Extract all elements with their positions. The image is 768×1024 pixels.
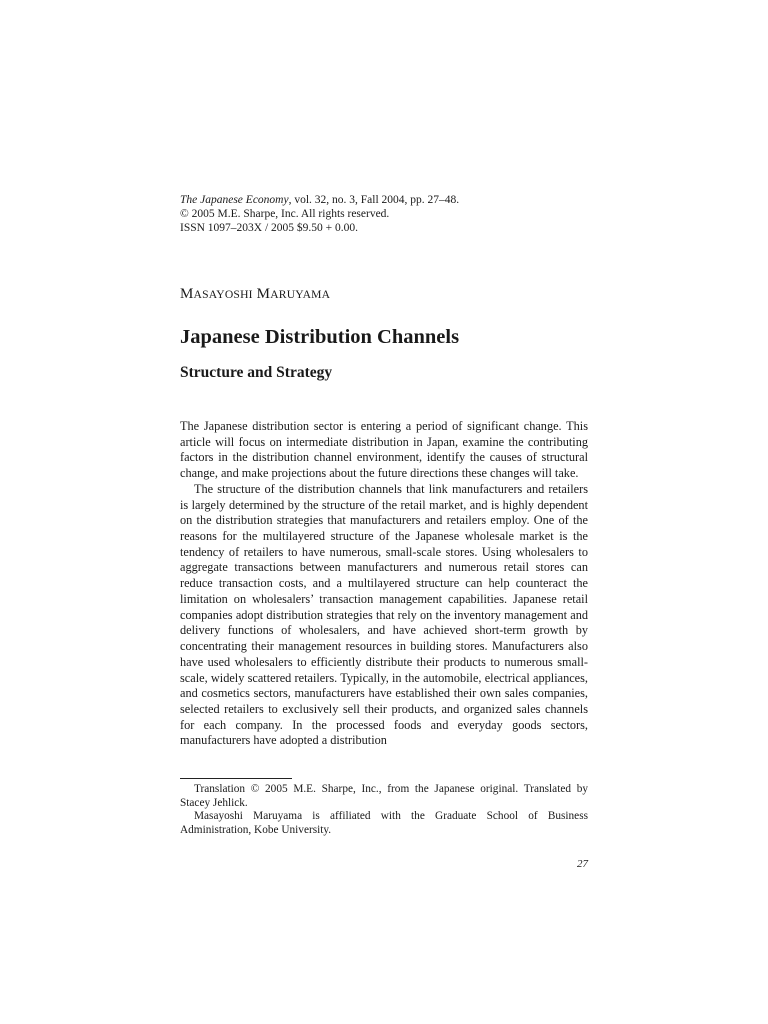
citation-line-journal (180, 193, 588, 207)
page-number: 27 (577, 858, 588, 870)
citation-block (180, 193, 588, 235)
author-first-rest: ASAYOSHI (193, 288, 253, 301)
author-last-initial: M (256, 286, 271, 302)
article-subtitle: Structure and Strategy (180, 364, 333, 381)
journal-name: The Japanese Economy (180, 194, 289, 206)
author-last-rest: ARUYAMA (270, 288, 331, 301)
author-first-initial: M (180, 286, 194, 302)
article-title: Japanese Distribution Channels (180, 326, 460, 348)
article-body (180, 419, 588, 749)
journal-details: , vol. 32, no. 3, Fall 2004, pp. 27–48. (288, 194, 460, 206)
copyright-line: © 2005 M.E. Sharpe, Inc. All rights reserved. (180, 208, 390, 220)
article-page (180, 0, 588, 1024)
footnote-affiliation: Masayoshi Maruyama is affiliated with the Graduate School of Business Administration, Kobe University. (180, 810, 588, 836)
footnotes (180, 783, 588, 837)
footnote-divider (180, 778, 292, 779)
body-paragraph-2: The structure of the distribution channels that link manufacturers and retailers is largely determined by the structure of the retail market, and is highly dependent on the distribution strategies that manufacturers and retailers employ. One of the reasons for the multilayered structure of the Japanese wholesale market is the tendency of retailers to have numerous, small-scale stores. Using wholesalers to aggregate transactions between manufacturers and numerous retail stores can reduce transaction costs, and a multilayered structure can help counteract the limitation on wholesalers’ transaction management capabilities. Japanese retail companies adopt distribution strategies that rely on the inventory management and delivery functions of wholesalers, and have achieved short-term growth by concentrating their management resources in building stores. Manufacturers also have used wholesalers to efficiently distribute their products to numerous small-scale, widely scattered retailers. Typically, in the automobile, electrical appliances, and cosmetics sectors, manufacturers have established their own sales companies, selected retailers to exclusively sell their products, and organized sales channels for each company. In the processed foods and everyday goods sectors, manufacturers have adopted a distribution (180, 481, 588, 748)
footnote-translation: Translation © 2005 M.E. Sharpe, Inc., from the Japanese original. Translated by Stacey Jehlick. (180, 783, 588, 809)
body-paragraph-1: The Japanese distribution sector is entering a period of significant change. This article will focus on intermediate distribution in Japan, examine the contributing factors in the distribution channel environment, identify the causes of structural change, and make projections about the future directions these changes will take. (180, 419, 588, 481)
issn-line: ISSN 1097–203X / 2005 $9.50 + 0.00. (180, 222, 359, 234)
author-name (180, 286, 330, 303)
